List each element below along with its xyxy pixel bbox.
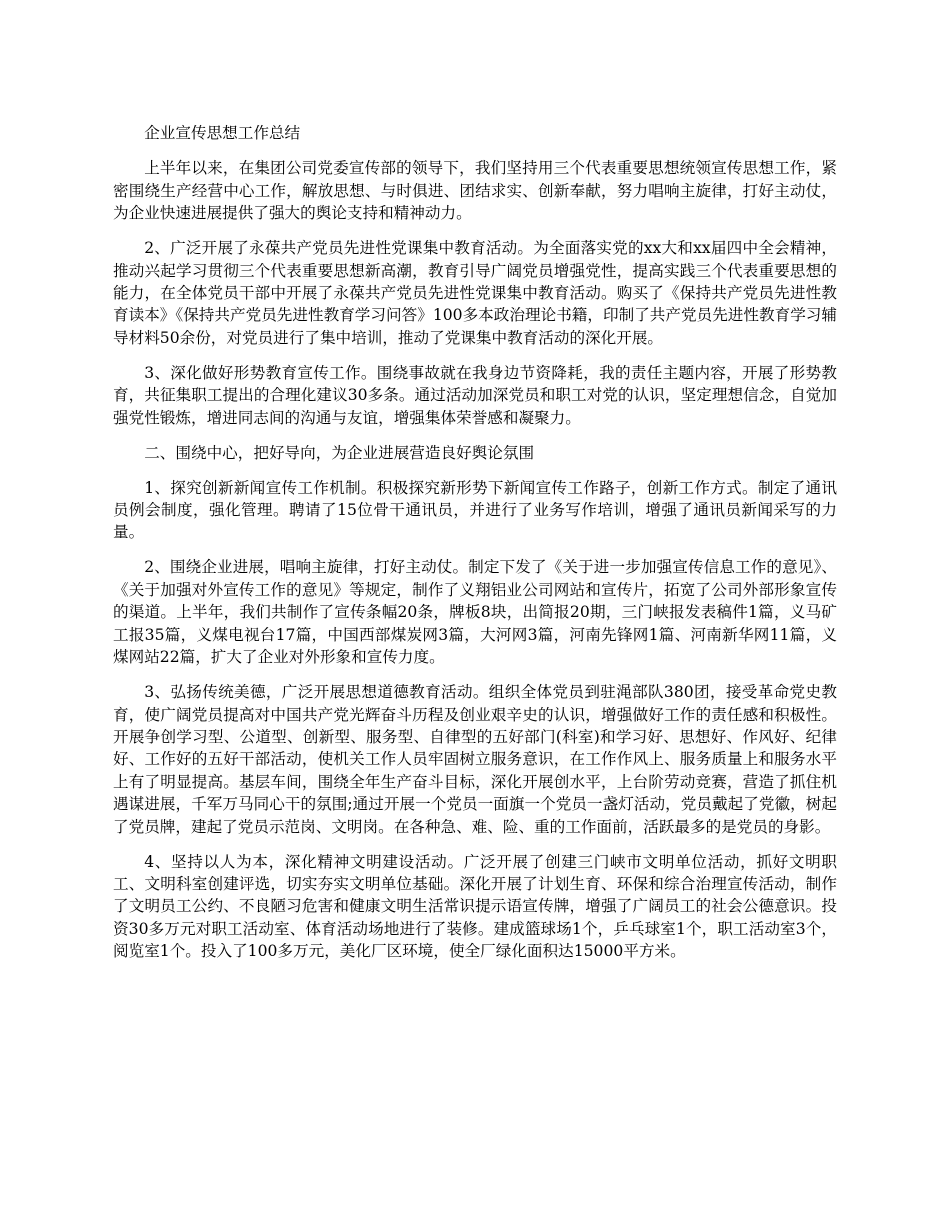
- paragraph-news-mechanism: 1、探究创新新闻宣传工作机制。积极探究新形势下新闻宣传工作路子，创新工作方式。制定了通讯员例会制度，强化管理。聘请了15位骨干通讯员，并进行了业务写作培训，增强了通讯员新闻采写的力量。: [113, 478, 837, 542]
- section-heading-two: 二、围绕中心，把好导向，为企业进展营造良好舆论氛围: [144, 443, 535, 462]
- paragraph-moral-education: 3、弘扬传统美德，广泛开展思想道德教育活动。组织全体党员到驻渑部队380团，接受革命党史教育，使广阔党员提高对中国共产党光辉奋斗历程及创业艰辛史的认识，增强做好工作的责任感和积极性。开展争创学习型、公道型、创新型、服务型、自律型的五好部门(科室)和学习好、思想好、作风好、纪律好、工作好的五好干部活动，使机关工作人员牢固树立服务意识，在工作作风上、服务质量上和服务水平上有了明显提高。基层车间，围绕全年生产奋斗目标，深化开展创水平，上台阶劳动竞赛，营造了抓住机遇谋进展，千军万马同心干的氛围;通过开展一个党员一面旗一个党员一盏灯活动，党员戴起了党徽，树起了党员牌，建起了党员示范岗、文明岗。在各种急、难、险、重的工作面前，活跃最多的是党员的身影。: [113, 683, 837, 836]
- paragraph-party-education: 2、广泛开展了永葆共产党员先进性党课集中教育活动。为全面落实党的xx大和xx届四中全会精神，推动兴起学习贯彻三个代表重要思想新高潮，教育引导广阔党员增强党性，提高实践三个代表重要思想的能力，在全体党员干部中开展了永葆共产党员先进性党课集中教育活动。购买了《保持共产党员先进性教育读本》《保持共产党员先进性教育学习问答》100多本政治理论书籍，印制了共产党员先进性教育学习辅导材料50余份，对党员进行了集中培训，推动了党课集中教育活动的深化开展。: [113, 239, 837, 347]
- paragraph-intro: 上半年以来，在集团公司党委宣传部的领导下，我们坚持用三个代表重要思想统领宣传思想工作，紧密围绕生产经营中心工作，解放思想、与时俱进、团结求实、创新奉献，努力唱响主旋律，打好主动仗，为企业快速进展提供了强大的舆论支持和精神动力。: [113, 159, 837, 223]
- document-title: 企业宣传思想工作总结: [144, 124, 301, 142]
- paragraph-publicity: 2、围绕企业进展，唱响主旋律，打好主动仗。制定下发了《关于进一步加强宣传信息工作的意见》、《关于加强对外宣传工作的意见》等规定，制作了义翔铝业公司网站和宣传片，拓宽了公司外部形象宣传的渠道。上半年，我们共制作了宣传条幅20条，牌板8块，出简报20期，三门峡报发表稿件1篇，义马矿工报35篇，义煤电视台17篇，中国西部煤炭网3篇，大河网3篇，河南先锋网1篇、河南新华网11篇，义煤网站22篇，扩大了企业对外形象和宣传力度。: [113, 558, 837, 667]
- paragraph-civilization: 4、坚持以人为本，深化精神文明建设活动。广泛开展了创建三门峡市文明单位活动，抓好文明职工、文明科室创建评选，切实夯实文明单位基础。深化开展了计划生育、环保和综合治理宣传活动，制作了文明员工公约、不良陋习危害和健康文明生活常识提示语宣传牌，增强了广阔员工的社会公德意识。投资30多万元对职工活动室、体育活动场地进行了装修。建成篮球场1个，乒乓球室1个，职工活动室3个，阅览室1个。投入了100多万元，美化厂区环境，使全厂绿化面积达15000平方米。: [113, 852, 837, 961]
- paragraph-situation-education: 3、深化做好形势教育宣传工作。围绕事故就在我身边节资降耗，我的责任主题内容，开展了形势教育，共征集职工提出的合理化建议30多条。通过活动加深党员和职工对党的认识，坚定理想信念，自觉加强党性锻炼，增进同志间的沟通与友谊，增强集体荣誉感和凝聚力。: [113, 363, 837, 427]
- document-body: [113, 122, 837, 975]
